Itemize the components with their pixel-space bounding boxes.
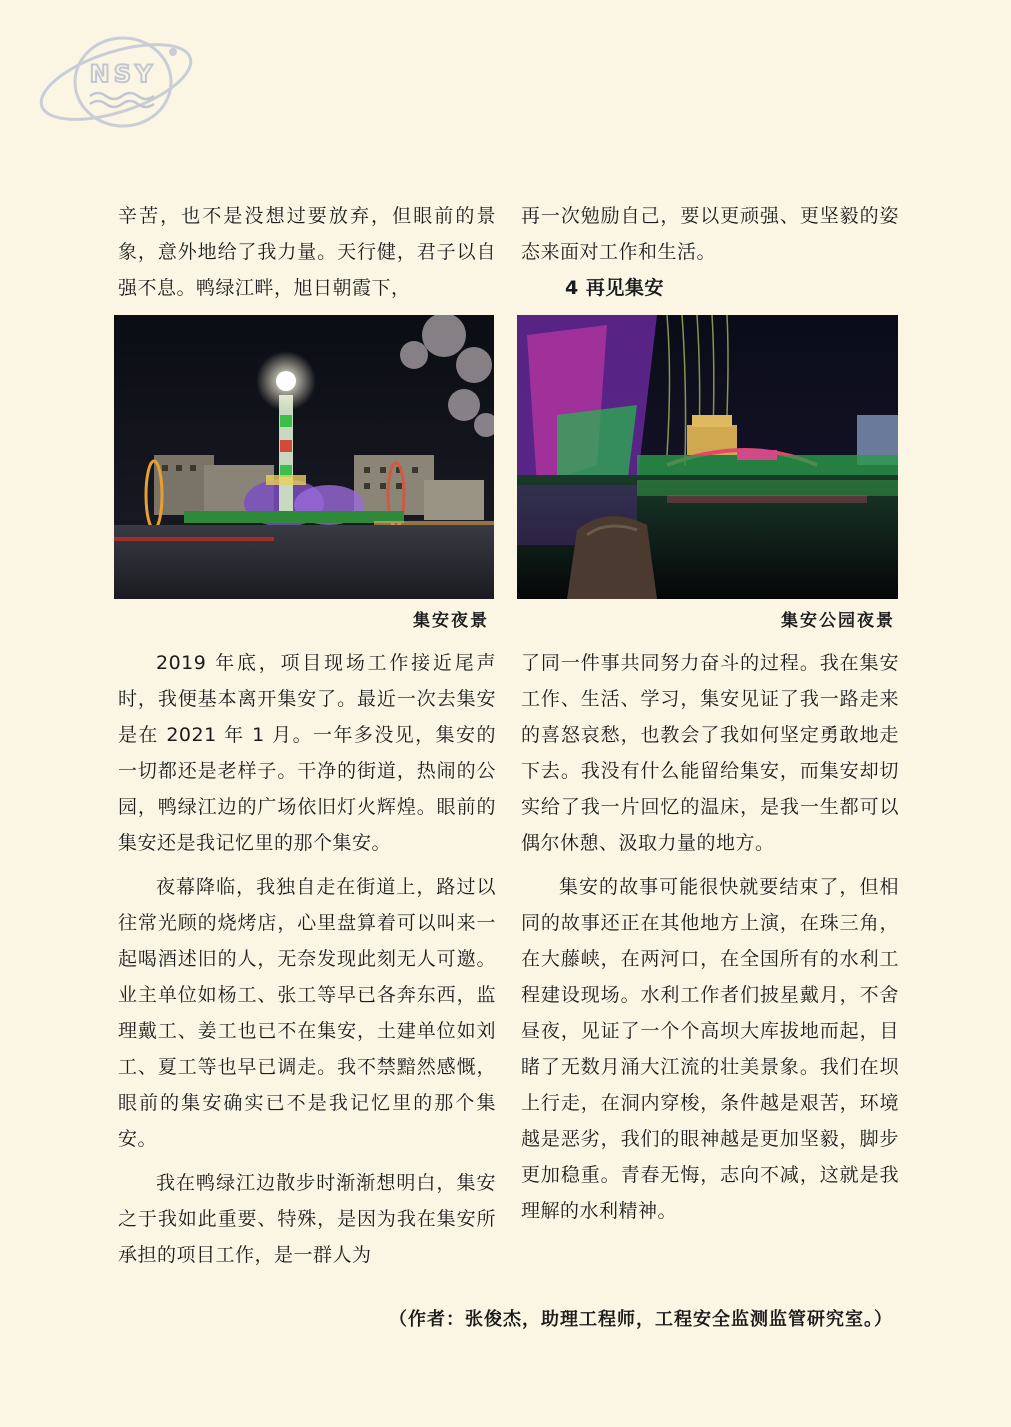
- paragraph: 集安的故事可能很快就要结束了，但相同的故事还正在其他地方上演，在珠三角，在大藤峡，在两河口，在全国所有的水利工程建设现场。水利工作者们披星戴月，不舍昼夜，见证了一个个高坝大库拔地而起，目睹了无数月涌大江流的壮美景象。我们在坝上行走，在洞内穿梭，条件越是艰苦，环境越是恶劣，我们的眼神越是更加坚毅，脚步更加稳重。青春无悔，志向不减，这就是我理解的水利精神。: [521, 876, 899, 1222]
- paragraph: 我在鸭绿江边散步时渐渐想明白，集安之于我如此重要、特殊，是因为我在集安所承担的项目工作，是一群人为: [118, 1172, 496, 1266]
- paragraph: 了同一件事共同努力奋斗的过程。我在集安工作、生活、学习，集安见证了我一路走来的喜怒哀愁，也教会了我如何坚定勇敢地走下去。我没有什么能留给集安，而集安却切实给了我一片回忆的温床，是我一生都可以偶尔休憩、汲取力量的地方。: [521, 652, 899, 854]
- photo-caption: 集安公园夜景: [781, 611, 895, 631]
- left-column-bottom: [118, 645, 496, 1273]
- paragraph: 夜幕降临，我独自走在街道上，路过以往常光顾的烧烤店，心里盘算着可以叫来一起喝酒述旧的人，无奈发现此刻无人可邀。业主单位如杨工、张工等早已各奔东西，监理戴工、姜工也已不在集安，土建单位如刘工、夏工等也早已调走。我不禁黯然感慨，眼前的集安确实已不是我记忆里的那个集安。: [118, 876, 496, 1150]
- left-column-top: [118, 198, 496, 306]
- right-column-top: [521, 198, 899, 306]
- logo-text: NSY: [89, 60, 157, 88]
- right-column-bottom: [521, 645, 899, 1229]
- section-heading: 4 再见集安: [565, 277, 664, 299]
- paragraph: 再一次勉励自己，要以更顽强、更坚毅的姿态来面对工作和生活。: [521, 205, 899, 263]
- nsy-logo: [28, 22, 198, 132]
- photo-jian-night-scene: [114, 315, 494, 599]
- photo-caption: 集安夜景: [413, 611, 489, 631]
- paragraph: 辛苦，也不是没想过要放弃，但眼前的景象，意外地给了我力量。天行健，君子以自强不息。鸭绿江畔，旭日朝霞下，: [118, 205, 496, 299]
- photo-jian-park-night-scene: [517, 315, 898, 599]
- paragraph: 2019 年底，项目现场工作接近尾声时，我便基本离开集安了。最近一次去集安是在 2021 年 1 月。一年多没见，集安的一切都还是老样子。干净的街道，热闹的公园，鸭绿江边的广场依旧灯火辉煌。眼前的集安还是我记忆里的那个集安。: [118, 652, 496, 854]
- author-note: （作者：张俊杰，助理工程师，工程安全监测监管研究室。）: [389, 1309, 893, 1330]
